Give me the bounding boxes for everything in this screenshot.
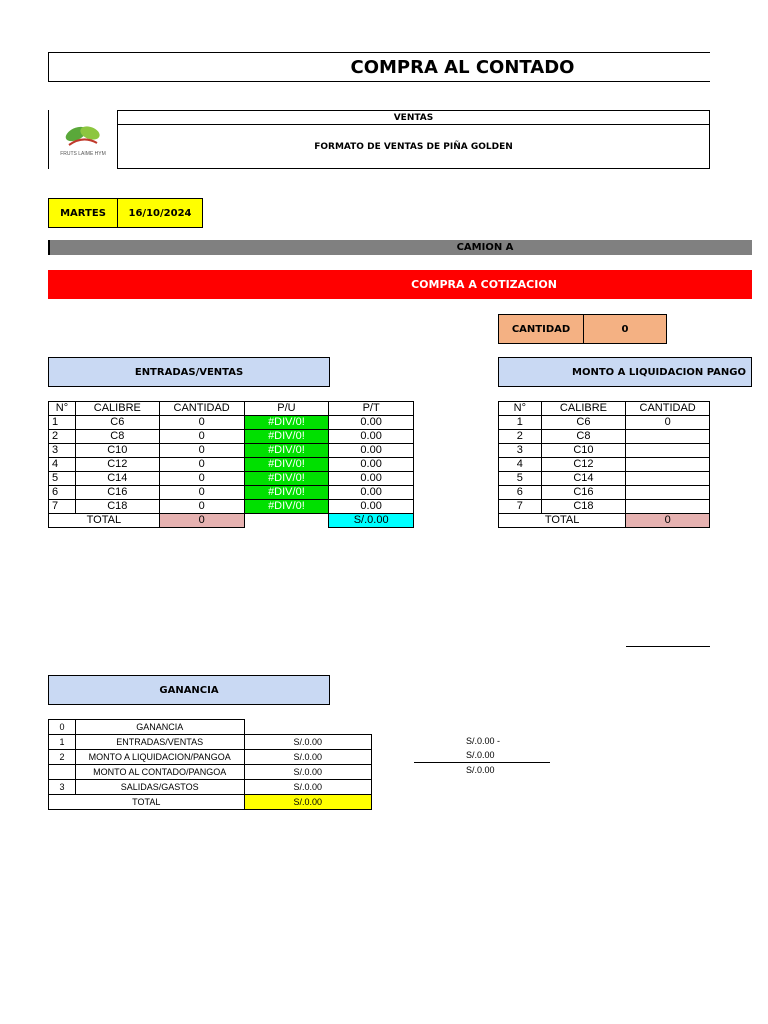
table-row: 1 ENTRADAS/VENTAS S/.0.00 [49,735,372,750]
liquidation-heading: MONTO A LIQUIDACION PANGO [498,357,752,387]
sales-table [48,401,414,528]
side-calc-value: S/.0.00 [466,765,495,775]
total-row: TOTAL 0 S/.0.00 [49,514,414,528]
table-row: 4 C12 0 #DIV/0! 0.00 [49,458,414,472]
table-header-row: 0 GANANCIA [49,720,372,735]
header-left-border [48,110,49,169]
table-row: 6 C16 [499,486,710,500]
table-row: 3 SALIDAS/GASTOS S/.0.00 [49,780,372,795]
date-cell: 16/10/2024 [117,198,203,228]
table-row: 2 C8 0 #DIV/0! 0.00 [49,430,414,444]
side-calc-value: S/.0.00 - [466,736,501,746]
profit-table [48,719,372,810]
day-cell: MARTES [48,198,118,228]
table-row: 6 C16 0 #DIV/0! 0.00 [49,486,414,500]
truck-bar: CAMION A [48,240,752,255]
table-row: 7 C18 0 #DIV/0! 0.00 [49,500,414,514]
table-header-row [49,402,414,416]
table-row: 2 C8 [499,430,710,444]
side-calc-value: S/.0.00 [414,748,550,763]
table-header-row: N° CALIBRE CANTIDAD [499,402,710,416]
col-header: P/U [244,402,329,416]
sales-heading: ENTRADAS/VENTAS [48,357,330,387]
col-header: N° [49,402,76,416]
section-label: VENTAS [117,110,710,125]
logo-text: FRUTS LAIME HYM [60,151,106,157]
table-row: 1 C6 0 [499,416,710,430]
divider-line [626,646,710,647]
col-header: CALIBRE [75,402,159,416]
page-title: COMPRA AL CONTADO [48,52,710,82]
quantity-value: 0 [583,314,667,344]
table-row: 5 C14 0 #DIV/0! 0.00 [49,472,414,486]
table-row: 4 C12 [499,458,710,472]
quantity-label: CANTIDAD [498,314,584,344]
table-row: 1 C6 0 #DIV/0! 0.00 [49,416,414,430]
total-row: TOTAL S/.0.00 [49,795,372,810]
total-row: TOTAL 0 [499,514,710,528]
table-row: 7 C18 [499,500,710,514]
profit-heading: GANANCIA [48,675,330,705]
leaf-logo-icon [63,121,103,149]
table-row: MONTO AL CONTADO/PANGOA S/.0.00 [49,765,372,780]
quote-banner: COMPRA A COTIZACION [48,270,752,299]
table-row: 2 MONTO A LIQUIDACION/PANGOA S/.0.00 [49,750,372,765]
col-header: CANTIDAD [159,402,244,416]
liquidation-table [498,401,710,528]
table-row: 3 C10 [499,444,710,458]
document-subtitle: FORMATO DE VENTAS DE PIÑA GOLDEN [117,124,710,169]
table-row: 5 C14 [499,472,710,486]
side-calc [414,734,514,777]
col-header: P/T [329,402,414,416]
table-row: 3 C10 0 #DIV/0! 0.00 [49,444,414,458]
company-logo [48,110,118,168]
